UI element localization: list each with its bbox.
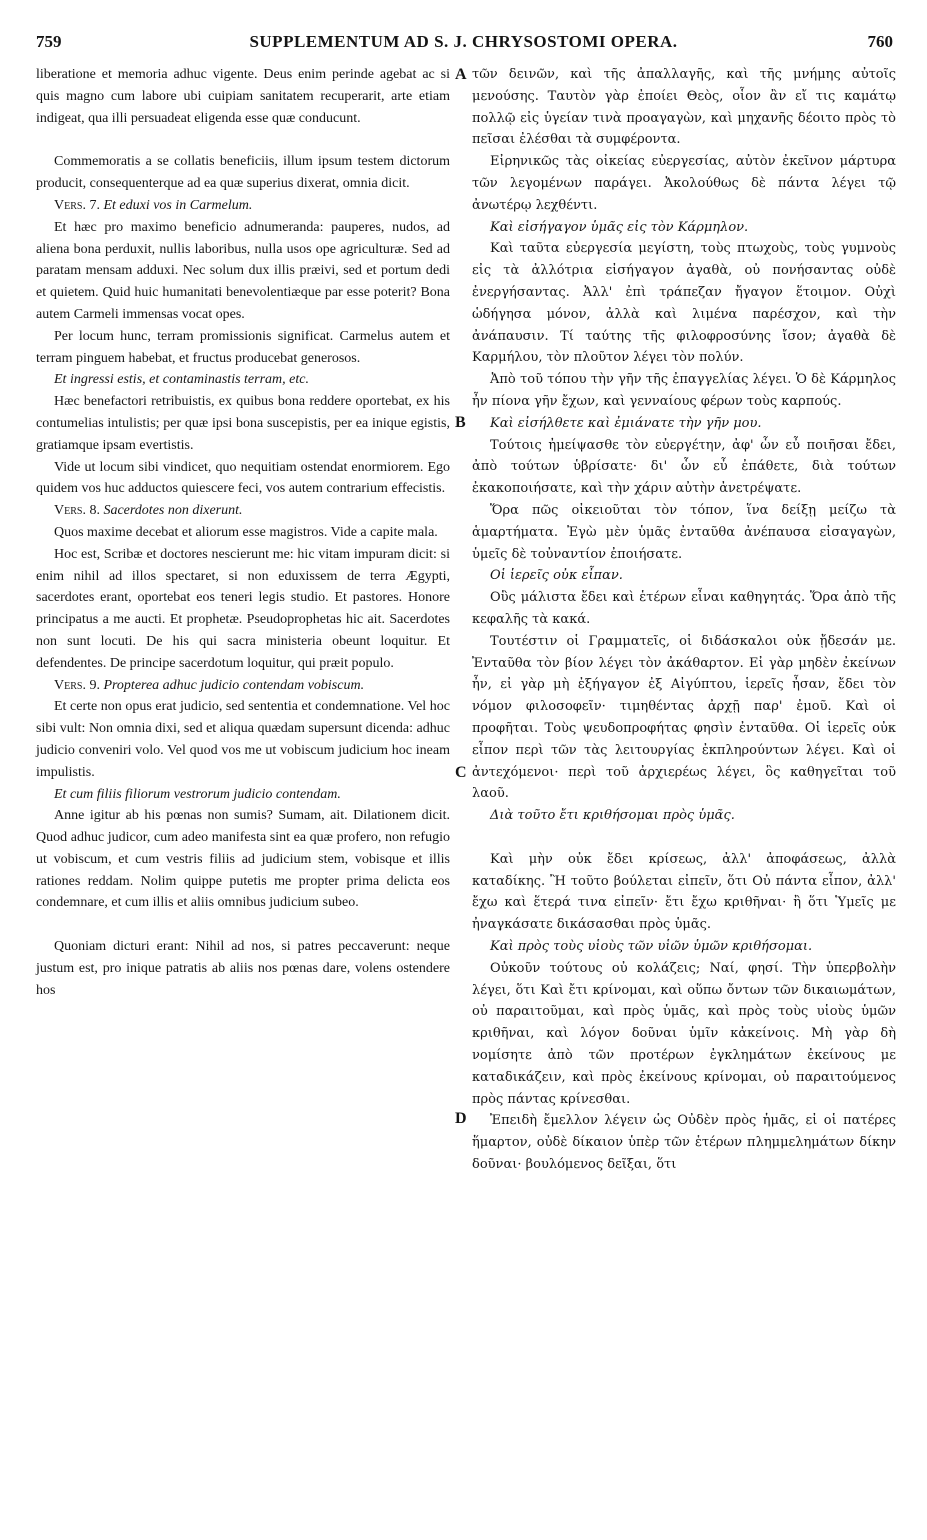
page-header (30, 30, 897, 58)
verse-heading (36, 195, 450, 217)
verse-label: Vers. 8. (54, 503, 100, 519)
section-marker-b: B (455, 414, 466, 431)
paragraph: Οὓς μάλιστα ἔδει καὶ ἑτέρων εἶναι καθηγητάς. Ὅρα ἀπὸ τῆς κεφαλῆς τὰ κακά. (472, 590, 896, 627)
scripture-quote: Et cum filiis filiorum vestrorum judicio contendam. (54, 786, 341, 802)
latin-column (36, 64, 450, 1002)
paragraph: τῶν δεινῶν, καὶ τῆς ἀπαλλαγῆς, καὶ τῆς μνήμης αὐτοῖς μενούσης. Ταυτὸν γὰρ ἐποίει Θεὸς, οἷον ἂν εἴ τις καμάτῳ πολλῷ εἰς ὑγείαν τινὰ προαγαγὼν, καὶ μηχανῆς δέοιτο πρὸς τὸ πεῖσαι ἐλέσθαι τὰ συμφέροντα. (472, 67, 896, 148)
verse-text: Et eduxi vos in Carmelum. (103, 197, 253, 213)
paragraph: Ἐπειδὴ ἔμελλον λέγειν ὡς Οὐδὲν πρὸς ἡμᾶς, εἰ οἱ πατέρες ἥμαρτον, οὐδὲ δίκαιον ὑπὲρ τῶν ἑτέρων πλημμελημάτων δίκην δοῦναι· βουλόμενος δεῖξαι, ὅτι (472, 1113, 896, 1173)
paragraph: Τούτοις ἠμείψασθε τὸν εὐεργέτην, ἀφ' ὧν εὖ ποιῆσαι ἔδει, ἀπὸ τούτων ὑβρίσατε· δι' ὧν εὖ ἐπάθετε, διὰ τούτων ἐκακοποιήσατε, καὶ τὴν χάριν αὐτὴν ἀνετρέψατε. (472, 437, 896, 497)
paragraph: Anne igitur ab his pœnas non sumis? Sumam, ait. Dilationem dicit. Quod adhuc judicor, cum adeo manifesta sint ea quæ profero, non refugio ut vobiscum, et cum vestris filiis ad judicium stem, vobisque et illis rationes reddam. Nolim quippe putetis me propter prima delicta eos condemnare, et cum illis et aliis omnibus judicium subeo. (36, 808, 450, 911)
paragraph: Hæc benefactori retribuistis, ex quibus bona reddere oportebat, ex his contumelias intulistis; per quæ ipsi bona suscepistis, per ea inique egistis, gratiamque ipsam evertistis. (36, 394, 450, 453)
greek-column (472, 64, 896, 1176)
paragraph: Ὅρα πῶς οἰκειοῦται τὸν τόπον, ἵνα δείξῃ μείζω τὰ ἁμαρτήματα. Ἐγὼ μὲν ὑμᾶς ἐνταῦθα ἀνέπαυσα εἰσαγαγὼν, ὑμεῖς δὲ τοὐναντίον ἐποιήσατε. (472, 502, 896, 562)
scripture-quote: Οἱ ἱερεῖς οὐκ εἶπαν. (490, 568, 623, 584)
verse-text: Sacerdotes non dixerunt. (103, 503, 243, 519)
verse-label: Vers. 7. (54, 197, 100, 213)
section-marker-c: C (455, 764, 467, 781)
paragraph: Καὶ μὴν οὐκ ἔδει κρίσεως, ἀλλ' ἀποφάσεως, ἀλλὰ καταδίκης. Ἢ τοῦτο βούλεται εἰπεῖν, ὅτι Οὐ πάντα εἶπον, ἀλλ' ἔχω καὶ ἕτερά τινα εἰπεῖν· ἔτι ἔχω κριθῆναι· ἢ ὅτι Ὑμεῖς με ἠναγκάσατε δικάσασθαι πρὸς ὑμᾶς. (472, 851, 896, 933)
verse-text: Propterea adhuc judicio contendam vobiscum. (103, 677, 365, 693)
scripture-quote: Διὰ τοῦτο ἔτι κριθήσομαι πρὸς ὑμᾶς. (490, 808, 735, 824)
paragraph: Quos maxime decebat et aliorum esse magistros. Vide a capite mala. (54, 524, 438, 540)
paragraph: Οὐκοῦν τούτους οὐ κολάζεις; Ναί, φησί. Τὴν ὑπερβολὴν λέγει, ὅτι Καὶ ἔτι κρίνομαι, καὶ οὕπω ὄντων τῶν δικαιωμάτων, οὐ παραιτοῦμαι, καὶ πρὸς ὑμᾶς, καὶ πρὸς τοὺς υἱοὺς ὑμῶν κριθῆναι, καὶ λόγον δοῦναι ὑμῖν κἀκείνοις. Μὴ γὰρ δὴ νομίσητε ἀπὸ τῶν προτέρων ἐγκλημάτων ἐκείνους με καταδικάζειν, καὶ πρὸς ἐκείνους κρίνομαι, οὐ παραιτούμενος πρὸς πάντας κρίνεσθαι. (472, 960, 896, 1107)
paragraph: Commemoratis a se collatis beneficiis, illum ipsum testem dictorum producit, consequenterque ad ea quæ superius dixerat, omnia dicit. (36, 154, 450, 192)
paragraph: Hoc est, Scribæ et doctores nescierunt me: hic vitam impuram dicit: si enim nihil ad illos spectaret, si non eduxissem de terra Ægypti, sacerdotes erant, oportebat eos teneri legis studio. Et pastores. Honore principatus a me aucti. Et prophetæ. Pseudoprophetas hic ait. Sacerdotes non sunt locuti. De his qui sacra ministeria obeunt loquitur. Et defendentes. De principe sacerdotum loquitur, qui præit populo. (36, 546, 450, 671)
paragraph: Ἀπὸ τοῦ τόπου τὴν γῆν τῆς ἐπαγγελίας λέγει. Ὁ δὲ Κάρμηλος ἦν πίονα γῆν ἔχων, καὶ γενναίους φέρων τοὺς καρπούς. (472, 372, 896, 409)
paragraph: Et hæc pro maximo beneficio adnumeranda: pauperes, nudos, ad aliena bona perduxit, nullis laboribus, nulla usos ope agriculturæ. Sed ad paratam mensam adduxi. Nec solum dux illis præivi, sed et portum dedi et quietem. Quid huic humanitati benevolentiæque par esse poterit? Bona autem Carmeli immensas vocat opes. (36, 219, 450, 322)
page-number-left: 759 (36, 32, 62, 51)
verse-label: Vers. 9. (54, 677, 100, 693)
paragraph: Εἰρηνικῶς τὰς οἰκείας εὐεργεσίας, αὐτὸν ἐκεῖνον μάρτυρα τῶν λεγομένων παράγει. Ἀκολούθως δὲ πάντα λέγει τῷ ἀνωτέρῳ λεχθέντι. (472, 154, 896, 213)
scripture-quote: Καὶ πρὸς τοὺς υἱοὺς τῶν υἱῶν ὑμῶν κριθήσομαι. (490, 939, 813, 955)
paragraph: Τουτέστιν οἱ Γραμματεῖς, οἱ διδάσκαλοι οὐκ ᾔδεσάν με. Ἐνταῦθα τὸν βίον λέγει τὸν ἀκάθαρτον. Εἰ γὰρ μηδὲν ἐκείνων ἦν, εἰ γὰρ μὴ ἐξήγαγον ἐξ Αἰγύπτου, ἱερεῖς ἦσαν, ἔδει τὸν νόμον φιλοσοφεῖν· τιμηθέντας ἀρχῇ παρ' ἐμοῦ. Καὶ οἱ προφῆται. Τοὺς ψευδοπροφήτας φησὶν ἐνταῦθα. Οἱ ἱερεῖς οὐκ εἶπον περὶ τῶν τὰς λειτουργίας ἐκπληρούντων λέγει. Καὶ οἱ ἀντεχόμενοι· περὶ τοῦ ἀρχιερέως λέγει, ὃς καθηγεῖται τοῦ λαοῦ. (472, 633, 896, 802)
verse-heading (36, 500, 450, 522)
scripture-quote: Et ingressi estis, et contaminastis terram, etc. (54, 372, 309, 388)
running-title: SUPPLEMENTUM AD S. J. CHRYSOSTOMI OPERA. (249, 32, 678, 51)
paragraph: Per locum hunc, terram promissionis significat. Carmelus autem et terram pinguem habebat, et fructus producebat generosos. (36, 328, 450, 366)
scripture-quote: Καὶ εἰσήλθετε καὶ ἐμιάνατε τὴν γῆν μου. (490, 415, 762, 431)
paragraph: Quoniam dicturi erant: Nihil ad nos, si patres peccaverunt: neque justum est, pro inique patratis ab aliis nos pœnas dare, volens ostendere hos (36, 939, 450, 998)
section-marker-d: D (455, 1110, 467, 1127)
page-number-right: 760 (867, 32, 893, 51)
paragraph: liberatione et memoria adhuc vigente. Deus enim perinde agebat ac si quis magno cum labore ubi cuipiam sanitatem recuperarit, arte etiam indigeat, qua illi persuadeat eligenda esse quæ conducunt. (36, 67, 450, 126)
verse-heading (36, 675, 450, 697)
section-marker-a: A (455, 66, 467, 83)
paragraph: Vide ut locum sibi vindicet, quo nequitiam ostendat enormiorem. Ego quidem vos huc adductos quiescere feci, vos autem contrarium effecistis. (36, 459, 450, 497)
scripture-quote: Καὶ εἰσήγαγον ὑμᾶς εἰς τὸν Κάρμηλον. (490, 219, 749, 235)
paragraph: Et certe non opus erat judicio, sed sententia et condemnatione. Vel hoc sibi vult: Non omnia dixi, sed et aliqua quædam supersunt dicenda: adhuc judicio conveniri volo. Vel quod vos me ut vobiscum judicium hoc ineam impulistis. (36, 699, 450, 780)
paragraph: Καὶ ταῦτα εὐεργεσία μεγίστη, τοὺς πτωχοὺς, τοὺς γυμνοὺς εἰς τὰ ἀλλότρια εἰσήγαγον ἀγαθὰ, οὐ πονήσαντας οὐδὲ ἐνεργήσαντας. Ἀλλ' ἐπὶ τράπεζαν ἤγαγον ἕτοιμον. Οὐχὶ ὡδήγησα μόνον, ἀλλὰ καὶ λιμένα παρέσχον, καὶ τὴν ἀνάπαυσιν. Τί ταύτης τῆς φιλοφροσύνης ἴσον; ἀγαθὰ δὲ Καρμήλου, τὸν πλοῦτον λέγει τὸν πολύν. (472, 241, 896, 366)
